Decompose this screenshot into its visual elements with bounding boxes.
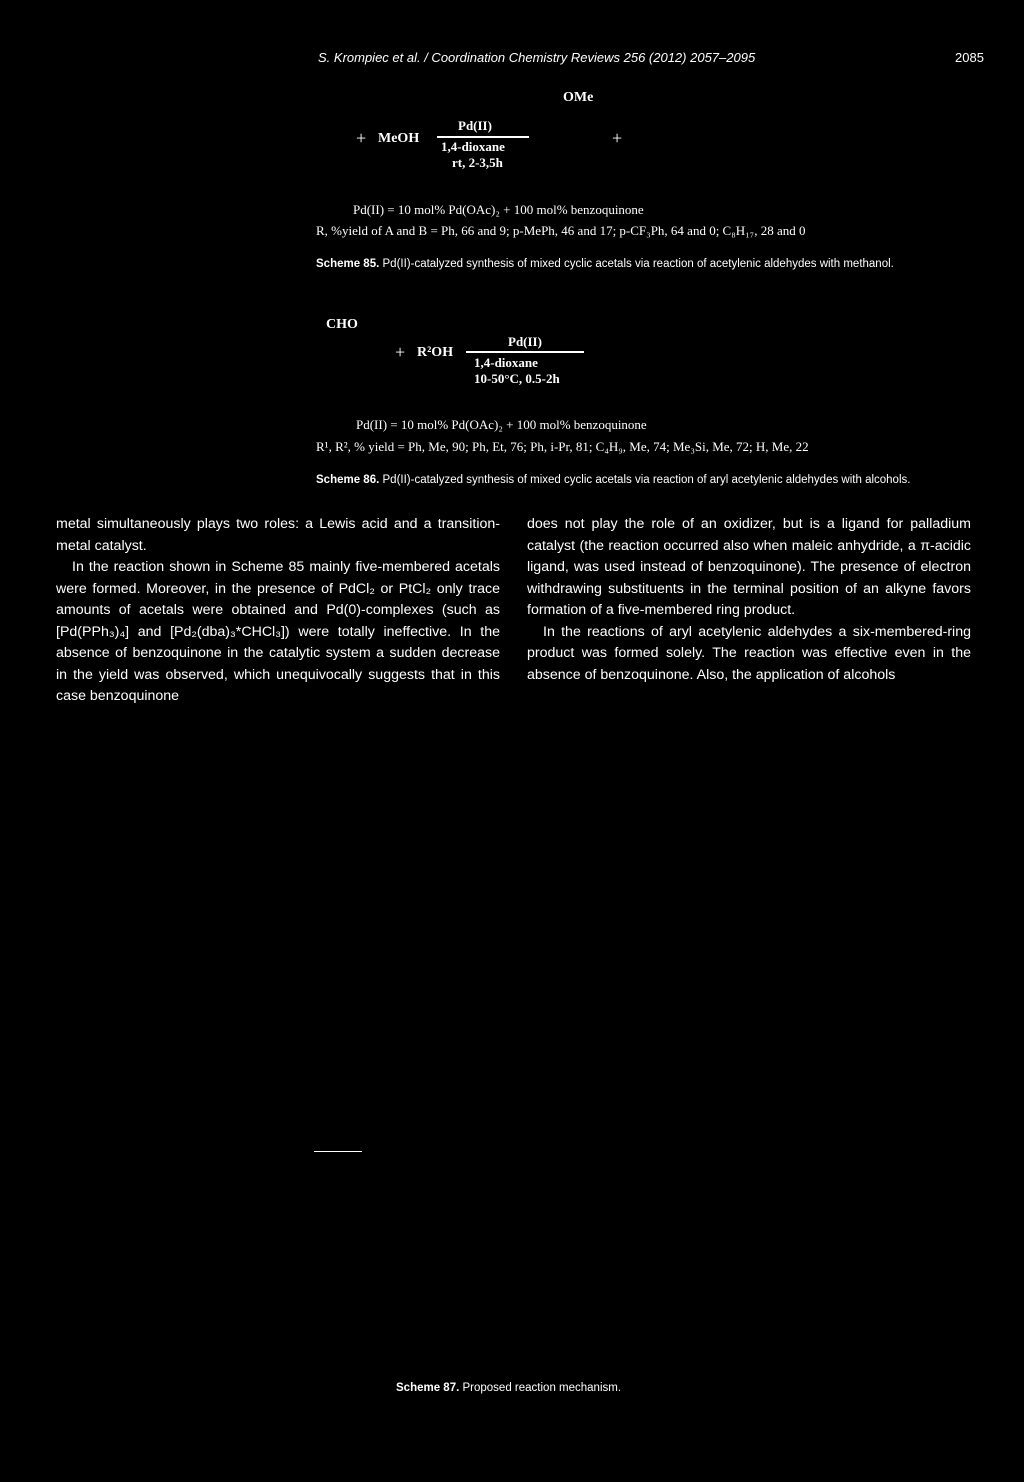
yields-line: R, %yield of A and B = Ph, 66 and 9; p-MePh, 46 and 17; p-CF₃Ph, 64 and 0; C₈H₁₇, 28 and 0 (316, 223, 806, 238)
reaction-arrow (437, 136, 529, 138)
page-number: 2085 (955, 50, 984, 65)
cho-label: CHO (326, 317, 358, 332)
caption-label: Scheme 86. (316, 474, 380, 486)
caption-label: Scheme 87. (396, 1382, 460, 1394)
paragraph: In the reaction shown in Scheme 85 mainly five-membered acetals were formed. Moreover, in the presence of PdCl₂ or PtCl₂ only trace amounts of acetals were obtained and Pd(0)-complexes (such as [Pd(PPh₃)₄] and [Pd₂(dba)₃*CHCl₃]) were totally ineffective. In the absence of benzoquinone in the catalytic system a sudden decrease in the yield was observed, which unequivocally suggests that in this case benzoquinone (56, 559, 500, 704)
caption-text: Pd(II)-catalyzed synthesis of mixed cyclic acetals via reaction of aryl acetylenic aldehydes with alcohols. (382, 474, 911, 486)
caption-text: Pd(II)-catalyzed synthesis of mixed cyclic acetals via reaction of acetylenic aldehydes with methanol. (382, 258, 894, 270)
conditions-label: rt, 2-3,5h (452, 155, 503, 170)
paragraph: In the reactions of aryl acetylenic aldehydes a six-membered-ring product was formed solely. The reaction was effective even in the absence of benzoquinone. Also, the application of alcohols (527, 623, 971, 683)
catalyst-label: Pd(II) (458, 118, 492, 133)
caption-label: Scheme 85. (316, 258, 380, 270)
paragraph: does not play the role of an oxidizer, but is a ligand for palladium catalyst (the reaction occurred also when maleic anhydride, a π-acidic ligand, was used instead of benzoquinone). The presence of electron withdrawing substituents in the terminal position of an alkyne favors formation of a five-membered ring product. (527, 516, 971, 618)
solvent-label: 1,4-dioxane (474, 355, 538, 370)
catalyst-definition: Pd(II) = 10 mol% Pd(OAc)₂ + 100 mol% benzoquinone (356, 417, 647, 432)
ome-label: OMe (563, 90, 594, 105)
plus-sign: + (612, 128, 623, 148)
left-column (56, 514, 500, 708)
reagent-r2oh: R²OH (417, 345, 454, 360)
scheme-85-caption (316, 258, 894, 270)
conditions-label: 10-50°C, 0.5-2h (474, 371, 560, 386)
caption-text: Proposed reaction mechanism. (462, 1382, 622, 1394)
right-column (527, 514, 971, 686)
figure-line-fragment (314, 1151, 362, 1152)
reagent-meoh: MeOH (378, 131, 420, 146)
solvent-label: 1,4-dioxane (441, 139, 505, 154)
catalyst-definition: Pd(II) = 10 mol% Pd(OAc)₂ + 100 mol% benzoquinone (353, 202, 644, 217)
scheme-86-caption (316, 474, 910, 486)
yields-line: R¹, R², % yield = Ph, Me, 90; Ph, Et, 76; Ph, i-Pr, 81; C₄H₉, Me, 74; Me₃Si, Me, 72; H, Me, 22 (316, 439, 809, 454)
reaction-arrow (466, 351, 584, 353)
running-header-citation: S. Krompiec et al. / Coordination Chemistry Reviews 256 (2012) 2057–2095 (318, 50, 756, 65)
paragraph: metal simultaneously plays two roles: a Lewis acid and a transition-metal catalyst. (56, 516, 500, 554)
plus-sign: + (356, 128, 367, 148)
catalyst-label: Pd(II) (508, 334, 542, 349)
scheme-87-caption (396, 1382, 621, 1394)
plus-sign: + (395, 342, 406, 362)
